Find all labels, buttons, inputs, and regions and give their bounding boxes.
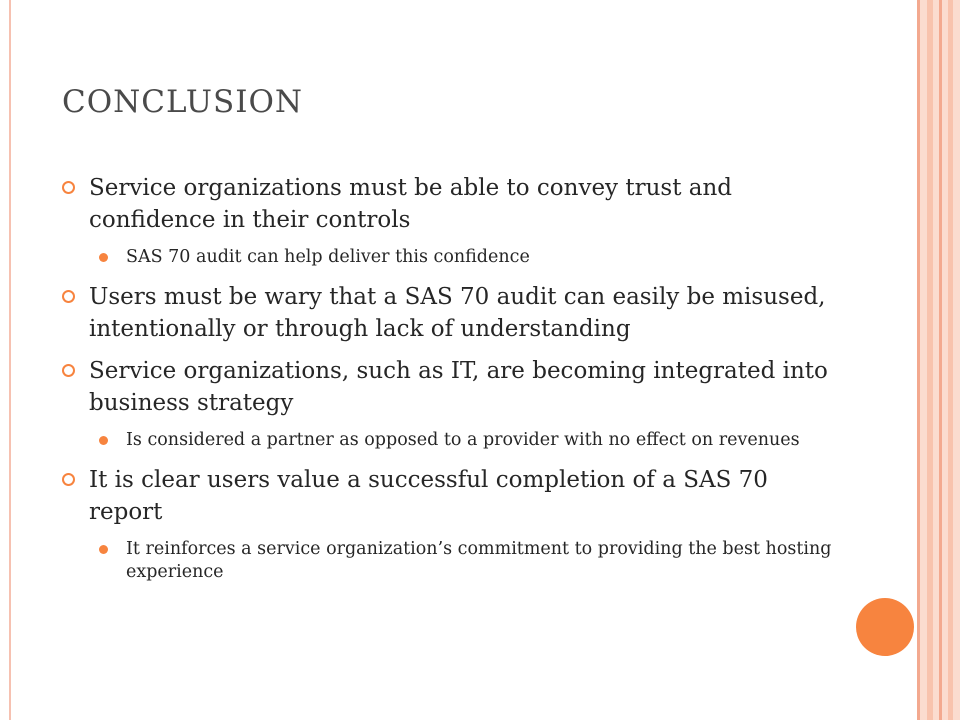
slide-left-border [0, 0, 11, 720]
decor-circle [856, 598, 914, 656]
bullet-item [62, 172, 842, 236]
slide-title: CONCLUSION [62, 84, 304, 120]
bullet-item [62, 464, 842, 528]
ring-bullet-icon [62, 181, 75, 194]
sub-bullet-item [62, 538, 842, 584]
sub-bullet-item [62, 429, 842, 452]
ring-bullet-icon [62, 290, 75, 303]
bullet-text: Service organizations, such as IT, are becoming integrated into business strategy [89, 358, 828, 416]
ring-bullet-icon [62, 364, 75, 377]
bullet-item [62, 281, 842, 345]
decor-stripe [917, 0, 920, 720]
ring-bullet-icon [62, 473, 75, 486]
sub-bullet-text: It reinforces a service organization’s commitment to providing the best hosting experience [126, 539, 832, 582]
bullet-text: It is clear users value a successful completion of a SAS 70 report [89, 467, 768, 525]
sub-bullet-text: SAS 70 audit can help deliver this confidence [126, 247, 530, 267]
bullet-item [62, 355, 842, 419]
decor-stripe [939, 0, 942, 720]
dot-bullet-icon [99, 253, 108, 262]
dot-bullet-icon [99, 436, 108, 445]
decor-stripe [948, 0, 953, 720]
decor-stripe [927, 0, 933, 720]
sub-bullet-text: Is considered a partner as opposed to a provider with no effect on revenues [126, 430, 800, 450]
sub-bullet-item [62, 246, 842, 269]
dot-bullet-icon [99, 545, 108, 554]
bullet-list [62, 172, 842, 596]
bullet-text: Users must be wary that a SAS 70 audit can easily be misused, intentionally or through lack of understanding [89, 284, 826, 342]
bullet-text: Service organizations must be able to convey trust and confidence in their controls [89, 175, 733, 233]
